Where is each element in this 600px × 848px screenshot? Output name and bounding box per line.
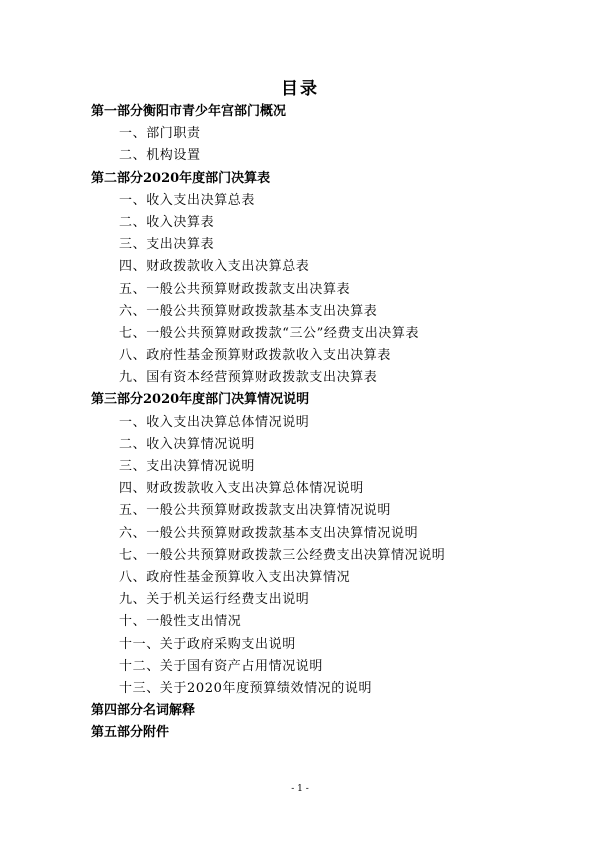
table-of-contents <box>0 101 600 744</box>
toc-item: 一、部门职责 <box>119 126 201 142</box>
toc-item: 三、支出决算表 <box>119 237 215 253</box>
toc-item: 七、一般公共预算财政拨款“三公”经费支出决算表 <box>119 325 420 341</box>
toc-part-3-heading: 第三部分2020年度部门决算情况说明 <box>91 392 310 408</box>
toc-item: 三、支出决算情况说明 <box>119 459 256 474</box>
toc-part-2-heading: 第二部分2020年度部门决算表 <box>91 170 271 186</box>
page-title: 目录 <box>281 79 319 99</box>
toc-item: 十三、关于2020年度预算绩效情况的说明 <box>119 680 373 696</box>
toc-part-4-heading: 第四部分名词解释 <box>91 703 196 719</box>
toc-part-5-heading: 第五部分附件 <box>91 725 170 741</box>
toc-item: 二、收入决算表 <box>119 214 215 230</box>
page-number: - 1 - <box>291 784 309 794</box>
toc-item: 十、一般性支出情况 <box>119 614 242 630</box>
toc-item: 一、收入支出决算总表 <box>119 192 256 208</box>
toc-item: 九、关于机关运行经费支出说明 <box>119 592 310 608</box>
toc-item: 十二、关于国有资产占用情况说明 <box>119 658 324 674</box>
toc-item: 二、收入决算情况说明 <box>119 436 256 452</box>
toc-item: 八、政府性基金预算收入支出决算情况 <box>119 569 351 585</box>
toc-item: 十一、关于政府采购支出说明 <box>119 636 296 652</box>
toc-item: 六、一般公共预算财政拨款基本支出决算情况说明 <box>119 525 419 541</box>
toc-item: 五、一般公共预算财政拨款支出决算情况说明 <box>119 503 392 519</box>
toc-item: 六、一般公共预算财政拨款基本支出决算表 <box>119 303 378 319</box>
toc-item: 九、国有资本经营预算财政拨款支出决算表 <box>119 370 378 386</box>
toc-item: 一、收入支出决算总体情况说明 <box>119 414 310 430</box>
toc-part-1-heading: 第一部分衡阳市青少年宫部门概况 <box>91 104 287 119</box>
toc-item: 五、一般公共预算财政拨款支出决算表 <box>119 281 351 297</box>
toc-item: 八、政府性基金预算财政拨款收入支出决算表 <box>119 348 392 364</box>
toc-item: 七、一般公共预算财政拨款三公经费支出决算情况说明 <box>119 547 446 563</box>
toc-item: 四、财政拨款收入支出决算总体情况说明 <box>119 481 364 497</box>
toc-item: 四、财政拨款收入支出决算总表 <box>119 259 310 275</box>
toc-item: 二、机构设置 <box>119 148 201 164</box>
